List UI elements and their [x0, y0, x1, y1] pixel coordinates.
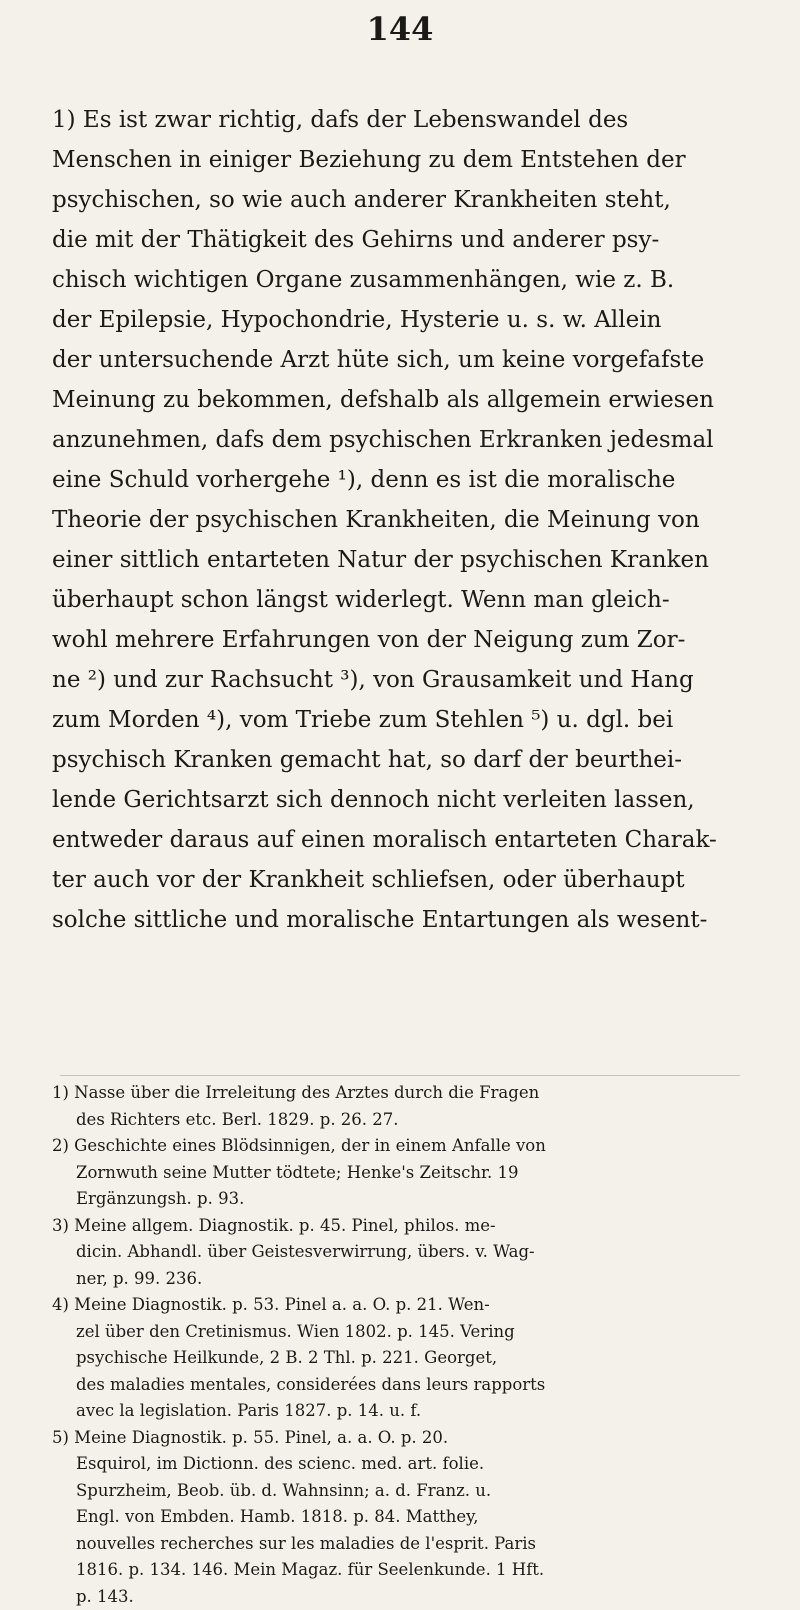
body-line: Meinung zu bekommen, defshalb als allgemein erwiesen	[52, 380, 754, 420]
footnote-line: Esquirol, im Dictionn. des scienc. med. art. folie.	[52, 1451, 754, 1478]
body-line: lende Gerichtsarzt sich dennoch nicht verleiten lassen,	[52, 780, 754, 820]
footnote-line: Spurzheim, Beob. üb. d. Wahnsinn; a. d. Franz. u.	[52, 1478, 754, 1505]
body-line: ter auch vor der Krankheit schliefsen, oder überhaupt	[52, 860, 754, 900]
body-line: psychischen, so wie auch anderer Krankheiten steht,	[52, 180, 754, 220]
footnote-line: dicin. Abhandl. über Geistesverwirrung, übers. v. Wag-	[52, 1239, 754, 1266]
footnote-line: p. 143.	[52, 1584, 754, 1610]
body-line: der Epilepsie, Hypochondrie, Hysterie u. s. w. Allein	[52, 300, 754, 340]
footnote-line: psychische Heilkunde, 2 B. 2 Thl. p. 221. Georget,	[52, 1345, 754, 1372]
footnote-line: Zornwuth seine Mutter tödtete; Henke's Zeitschr. 19	[52, 1160, 754, 1187]
body-line: 1) Es ist zwar richtig, dafs der Lebenswandel des	[52, 100, 754, 140]
footnote-line: ner, p. 99. 236.	[52, 1266, 754, 1293]
body-line: der untersuchende Arzt hüte sich, um keine vorgefafste	[52, 340, 754, 380]
body-line: eine Schuld vorhergehe ¹), denn es ist die moralische	[52, 460, 754, 500]
footnote-line: des maladies mentales, considerées dans leurs rapports	[52, 1372, 754, 1399]
body-line: chisch wichtigen Organe zusammenhängen, wie z. B.	[52, 260, 754, 300]
body-text	[52, 100, 754, 940]
footnote-line: avec la legislation. Paris 1827. p. 14. u. f.	[52, 1398, 754, 1425]
body-line: überhaupt schon längst widerlegt. Wenn man gleich-	[52, 580, 754, 620]
footnote-line: zel über den Cretinismus. Wien 1802. p. 145. Vering	[52, 1319, 754, 1346]
body-line: Menschen in einiger Beziehung zu dem Entstehen der	[52, 140, 754, 180]
footnote-line: nouvelles recherches sur les maladies de l'esprit. Paris	[52, 1531, 754, 1558]
body-line: zum Morden ⁴), vom Triebe zum Stehlen ⁵) u. dgl. bei	[52, 700, 754, 740]
footnote-line: Ergänzungsh. p. 93.	[52, 1186, 754, 1213]
footnote-line: 1816. p. 134. 146. Mein Magaz. für Seelenkunde. 1 Hft.	[52, 1557, 754, 1584]
body-line: einer sittlich entarteten Natur der psychischen Kranken	[52, 540, 754, 580]
footnotes	[52, 1080, 754, 1610]
body-line: die mit der Thätigkeit des Gehirns und anderer psy-	[52, 220, 754, 260]
footnote-line: Engl. von Embden. Hamb. 1818. p. 84. Matthey,	[52, 1504, 754, 1531]
body-line: psychisch Kranken gemacht hat, so darf der beurthei-	[52, 740, 754, 780]
footnote-divider	[60, 1075, 740, 1076]
footnote-line: 3) Meine allgem. Diagnostik. p. 45. Pinel, philos. me-	[52, 1213, 754, 1240]
body-line: ne ²) und zur Rachsucht ³), von Grausamkeit und Hang	[52, 660, 754, 700]
body-line: Theorie der psychischen Krankheiten, die Meinung von	[52, 500, 754, 540]
footnote-line: 1) Nasse über die Irreleitung des Arztes durch die Fragen	[52, 1080, 754, 1107]
footnote-line: 5) Meine Diagnostik. p. 55. Pinel, a. a. O. p. 20.	[52, 1425, 754, 1452]
page-number: 144	[0, 10, 800, 48]
body-line: wohl mehrere Erfahrungen von der Neigung zum Zor-	[52, 620, 754, 660]
footnote-line: 2) Geschichte eines Blödsinnigen, der in einem Anfalle von	[52, 1133, 754, 1160]
body-line: solche sittliche und moralische Entartungen als wesent-	[52, 900, 754, 940]
footnote-line: 4) Meine Diagnostik. p. 53. Pinel a. a. O. p. 21. Wen-	[52, 1292, 754, 1319]
footnote-line: des Richters etc. Berl. 1829. p. 26. 27.	[52, 1107, 754, 1134]
body-line: entweder daraus auf einen moralisch entarteten Charak-	[52, 820, 754, 860]
body-line: anzunehmen, dafs dem psychischen Erkranken jedesmal	[52, 420, 754, 460]
